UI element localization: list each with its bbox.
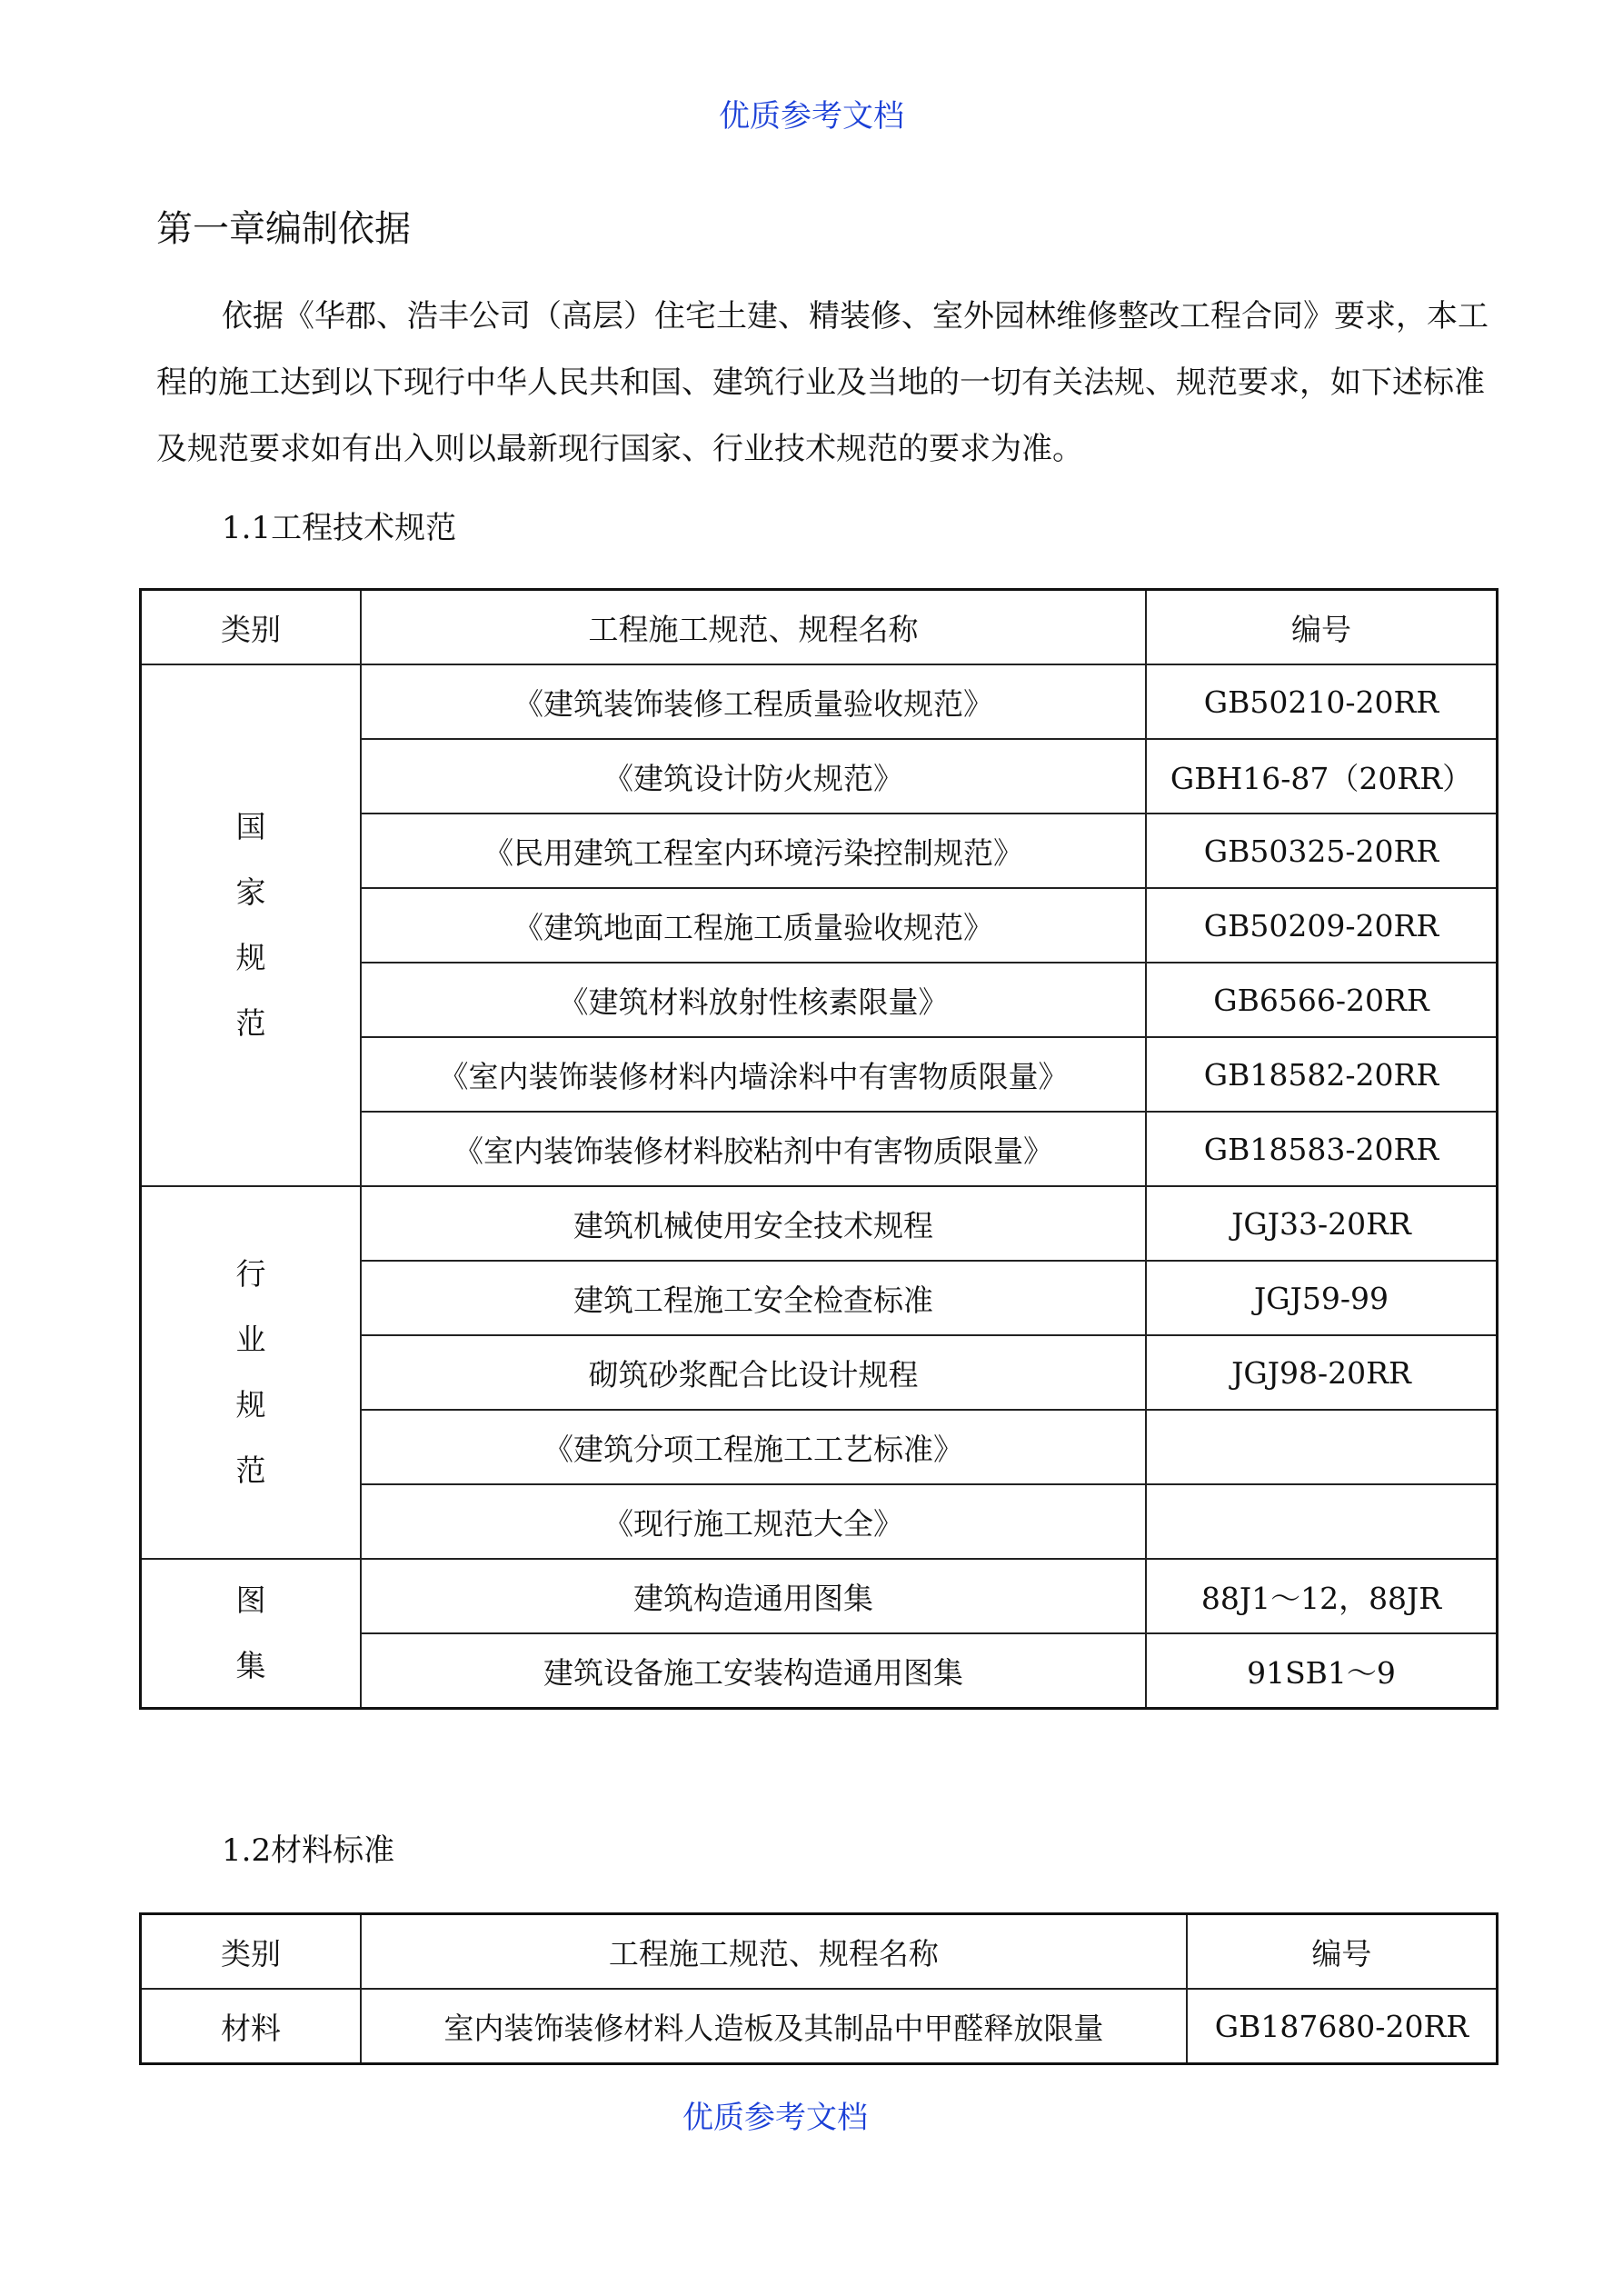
standard-name-cell: 《室内装饰装修材料内墙涂料中有害物质限量》 xyxy=(361,1037,1146,1112)
standard-code-cell: JGJ98-20RR xyxy=(1146,1335,1497,1410)
standard-code-cell xyxy=(1146,1410,1497,1484)
standard-code-cell: JGJ59-99 xyxy=(1146,1261,1497,1335)
standard-name-cell: 《建筑装饰装修工程质量验收规范》 xyxy=(361,664,1146,739)
category-cell: 材料 xyxy=(141,1989,361,2064)
standard-name-cell: 建筑构造通用图集 xyxy=(361,1559,1146,1633)
material-standards-table xyxy=(139,1912,1499,2065)
standard-code-cell: GB18583-20RR xyxy=(1146,1112,1497,1186)
category-cell xyxy=(141,1186,361,1559)
page-footer: 优质参考文档 xyxy=(682,2100,868,2136)
standard-code-cell: GB50209-20RR xyxy=(1146,888,1497,963)
standard-name-cell: 建筑工程施工安全检查标准 xyxy=(361,1261,1146,1335)
category-char: 国 xyxy=(235,809,266,844)
standard-name-cell: 《室内装饰装修材料胶粘剂中有害物质限量》 xyxy=(361,1112,1146,1186)
standard-name-cell: 《建筑设计防火规范》 xyxy=(361,739,1146,814)
standard-code-cell: GB18582-20RR xyxy=(1146,1037,1497,1112)
category-char: 范 xyxy=(235,1005,266,1041)
category-char: 集 xyxy=(235,1648,266,1683)
standard-code-cell: 91SB1～9 xyxy=(1146,1633,1497,1709)
standard-name-cell: 《民用建筑工程室内环境污染控制规范》 xyxy=(361,814,1146,888)
category-char: 规 xyxy=(235,1387,266,1423)
column-header-code: 编号 xyxy=(1187,1914,1498,1990)
category-char: 业 xyxy=(235,1322,266,1357)
table-row xyxy=(141,1989,1498,2064)
standard-code-cell: GB187680-20RR xyxy=(1187,1989,1498,2064)
standard-code-cell: JGJ33-20RR xyxy=(1146,1186,1497,1261)
standard-code-cell: GBH16-87（20RR） xyxy=(1146,739,1497,814)
column-header-category: 类别 xyxy=(141,1914,361,1990)
table-row xyxy=(141,664,1498,739)
standard-name-cell: 《建筑材料放射性核素限量》 xyxy=(361,963,1146,1037)
column-header-code: 编号 xyxy=(1146,590,1497,665)
standard-code-cell: GB50325-20RR xyxy=(1146,814,1497,888)
table-header-row xyxy=(141,590,1498,665)
column-header-name: 工程施工规范、规程名称 xyxy=(361,1914,1187,1990)
category-cell xyxy=(141,1559,361,1709)
standard-name-cell: 建筑机械使用安全技术规程 xyxy=(361,1186,1146,1261)
standard-name-cell: 《建筑地面工程施工质量验收规范》 xyxy=(361,888,1146,963)
standard-code-cell: GB50210-20RR xyxy=(1146,664,1497,739)
standard-name-cell: 砌筑砂浆配合比设计规程 xyxy=(361,1335,1146,1410)
category-char: 图 xyxy=(235,1582,266,1618)
table-row xyxy=(141,1559,1498,1633)
category-char: 规 xyxy=(235,940,266,975)
technical-standards-body xyxy=(141,664,1498,1709)
material-standards-body xyxy=(141,1989,1498,2064)
standard-name-cell: 室内装饰装修材料人造板及其制品中甲醛释放限量 xyxy=(361,1989,1187,2064)
section-2-title: 1.2材料标准 xyxy=(222,1832,395,1869)
category-char: 范 xyxy=(235,1452,266,1488)
technical-standards-table xyxy=(139,588,1499,1710)
category-char: 行 xyxy=(235,1256,266,1292)
intro-paragraph: 依据《华郡、浩丰公司（高层）住宅土建、精装修、室外园林维修整改工程合同》要求，本工程的施工达到以下现行中华人民共和国、建筑行业及当地的一切有关法规、规范要求，如下述标准及规范要求如有出入则以最新现行国家、行业技术规范的要求为准。 xyxy=(156,298,1489,467)
standard-code-cell xyxy=(1146,1484,1497,1559)
category-char: 家 xyxy=(235,874,266,910)
category-cell xyxy=(141,664,361,1186)
standard-code-cell: GB6566-20RR xyxy=(1146,963,1497,1037)
standard-name-cell: 《建筑分项工程施工工艺标准》 xyxy=(361,1410,1146,1484)
standard-name-cell: 建筑设备施工安装构造通用图集 xyxy=(361,1633,1146,1709)
chapter-title: 第一章编制依据 xyxy=(156,208,411,250)
table-row xyxy=(141,1186,1498,1261)
column-header-category: 类别 xyxy=(141,590,361,665)
table-header-row xyxy=(141,1914,1498,1990)
standard-name-cell: 《现行施工规范大全》 xyxy=(361,1484,1146,1559)
standard-code-cell: 88J1～12，88JR xyxy=(1146,1559,1497,1633)
section-1-title: 1.1工程技术规范 xyxy=(222,510,457,546)
page-header: 优质参考文档 xyxy=(719,98,904,135)
column-header-name: 工程施工规范、规程名称 xyxy=(361,590,1146,665)
